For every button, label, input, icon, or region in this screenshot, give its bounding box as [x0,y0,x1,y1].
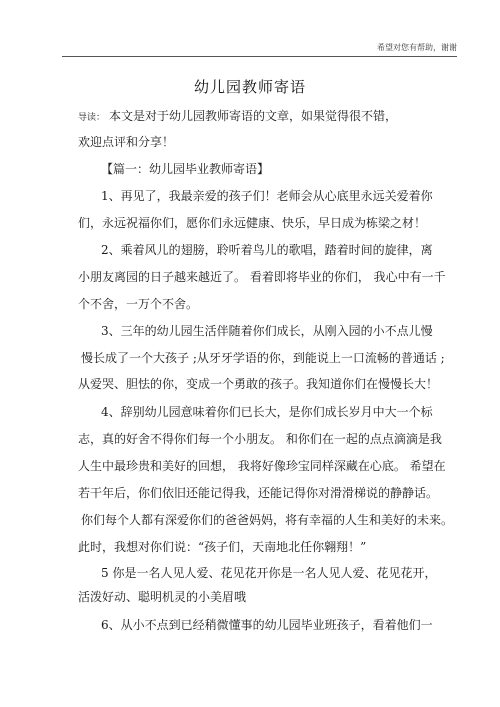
header-divider [62,56,457,57]
document-title: 幼儿园教师寄语 [193,78,306,96]
paragraph-line: 志，真的好舍不得你们每一个小朋友。 和你们在一起的点点滴滴是我 [78,432,442,446]
paragraph-line: 5 你是一名人见人爱、花见花开你是一名人见人爱、花见花开， [101,566,437,580]
paragraph-line: 个不舍，一万个不舍。 [78,297,199,311]
intro-line-2: 欢迎点评和分享！ [78,135,175,149]
intro-text-1: 本文是对于幼儿园教师寄语的文章，如果觉得很不错， [109,109,398,123]
paragraph-line: 人生中最珍贵和美好的回想， 我将好像珍宝同样深藏在心底。 希望在 [78,459,446,473]
header-note: 希望对您有帮助，谢谢 [377,43,457,52]
paragraph-line: 活泼好动、聪明机灵的小美眉哦 [78,590,247,604]
paragraph-line: 慢长成了一个大孩子 ;从牙牙学语的你，到能说上一口流畅的普通话 ; [81,351,445,365]
paragraph-line: 小朋友离园的日子越来越近了。 看着即将毕业的你们， 我心中有一千 [78,270,446,284]
paragraph-line: 从爱哭、胆怯的你，变成一个勇敢的孩子。我知道你们在慢慢长大！ [78,377,439,391]
paragraph-line: 们，永远祝福你们，愿你们永远健康、快乐，早日成为栋梁之材！ [78,216,427,230]
paragraph-line: 1、再见了，我最亲爱的孩子们！老师会从心底里永远关爱着你 [101,189,433,203]
paragraph-line: 6、从小不点到已经稍微懂事的幼儿园毕业班孩子，看着他们一 [101,618,433,632]
intro-label: 导读： [78,113,106,123]
paragraph-line: 4、辞别幼儿园意味着你们已长大，是你们成长岁月中大一个标 [101,405,433,419]
paragraph-line: 3、三年的幼儿园生活伴随着你们成长，从刚入园的小不点儿慢 [101,324,433,338]
paragraph-line: 若干年后，你们依旧还能记得我，还能记得你对滑滑梯说的静静话。 [78,486,439,500]
section-heading: 【篇一：幼儿园毕业教师寄语】 [101,162,270,176]
intro-line-1 [78,108,397,126]
paragraph-line: 你们每个人都有深爱你们的爸爸妈妈，将有幸福的人生和美好的未来。 [81,513,454,527]
paragraph-line: 2、乘着风儿的翅膀，聆听着鸟儿的歌唱，踏着时间的旋律，离 [101,243,433,257]
paragraph-line: 此时，我想对你们说：“孩子们，天南地北任你翱翔！” [78,540,367,554]
